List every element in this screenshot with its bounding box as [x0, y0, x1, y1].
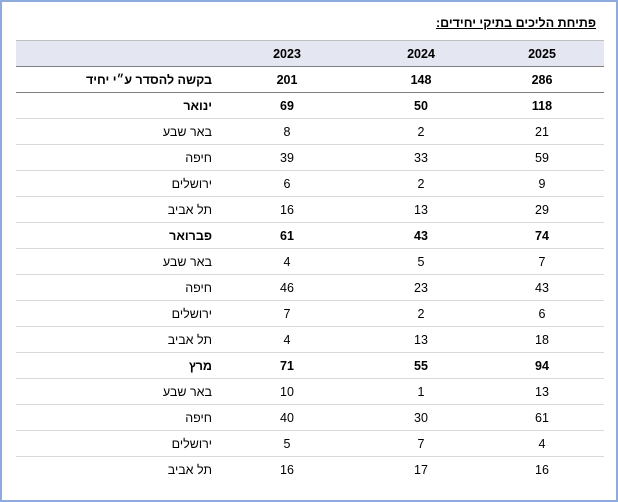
- cell-2025: 4: [480, 431, 604, 457]
- cell-2024: 7: [362, 431, 480, 457]
- table-row: [16, 67, 604, 93]
- cell-2024: 23: [362, 275, 480, 301]
- table-row: [16, 431, 604, 457]
- cell-label: ירושלים: [16, 301, 212, 327]
- cell-2023: 40: [212, 405, 362, 431]
- cell-label: באר שבע: [16, 249, 212, 275]
- cell-2024: 5: [362, 249, 480, 275]
- cell-2023: 16: [280, 462, 294, 477]
- cell-2025: 74: [480, 223, 604, 249]
- cell-2023: 71: [212, 353, 362, 379]
- cell-2025: 13: [480, 379, 604, 405]
- cell-2023: 16: [212, 197, 362, 223]
- cell-label: באר שבע: [16, 379, 212, 405]
- cell-2024: 1: [362, 379, 480, 405]
- table-header-row: [16, 41, 604, 67]
- table-row: [16, 171, 604, 197]
- cell-2024: 2: [362, 301, 480, 327]
- page-title: פתיחת הליכים בתיקי יחידים:: [435, 16, 596, 30]
- cell-2025: 59: [480, 145, 604, 171]
- cell-2024: 13: [362, 327, 480, 353]
- table-row: [16, 197, 604, 223]
- column-header-2024: 2024: [362, 41, 480, 67]
- table-row: [16, 405, 604, 431]
- cell-2025: 9: [480, 171, 604, 197]
- cell-2024: 55: [362, 353, 480, 379]
- cell-2025: 18: [480, 327, 604, 353]
- cell-2023: 4: [212, 249, 362, 275]
- cell-label: חיפה: [16, 405, 212, 431]
- table-row: [16, 145, 604, 171]
- table-row: [16, 275, 604, 301]
- cell-label: תל אביב: [167, 462, 212, 477]
- cell-label: ירושלים: [16, 171, 212, 197]
- cell-label: ינואר: [16, 93, 212, 119]
- cell-2025: 16: [535, 462, 549, 477]
- table-row: [16, 93, 604, 119]
- cell-2023: 7: [212, 301, 362, 327]
- table-row: [16, 353, 604, 379]
- column-header-label: [16, 41, 212, 67]
- cell-2024: 17: [414, 462, 428, 477]
- cell-2025: 29: [480, 197, 604, 223]
- cell-2024: 33: [362, 145, 480, 171]
- cell-2023: 4: [212, 327, 362, 353]
- table-row: [16, 327, 604, 353]
- cell-2023: 201: [212, 67, 362, 93]
- proceedings-table: [16, 40, 604, 482]
- cell-2023: 46: [212, 275, 362, 301]
- table-body: [16, 67, 604, 483]
- cell-2025: 21: [480, 119, 604, 145]
- cell-2025: 43: [480, 275, 604, 301]
- cell-2025: 6: [480, 301, 604, 327]
- cell-2023: 6: [212, 171, 362, 197]
- table-row: [16, 301, 604, 327]
- cell-2023: 39: [212, 145, 362, 171]
- table-row: [16, 223, 604, 249]
- cell-label: חיפה: [16, 275, 212, 301]
- cell-2025: 94: [480, 353, 604, 379]
- cell-2023: 8: [212, 119, 362, 145]
- cell-label: תל אביב: [16, 327, 212, 353]
- table-row: [16, 379, 604, 405]
- cell-2025: 7: [480, 249, 604, 275]
- cell-2024: 50: [362, 93, 480, 119]
- cell-label: באר שבע: [16, 119, 212, 145]
- cell-2025: 286: [480, 67, 604, 93]
- cell-label: ירושלים: [16, 431, 212, 457]
- cell-2023: 69: [212, 93, 362, 119]
- column-header-2025: 2025: [480, 41, 604, 67]
- cell-2024: 2: [362, 171, 480, 197]
- cell-2024: 13: [362, 197, 480, 223]
- cell-2025: 118: [480, 93, 604, 119]
- table-header: [16, 41, 604, 67]
- cell-2023: 5: [212, 431, 362, 457]
- title-row: [16, 14, 602, 40]
- cell-2024: 30: [362, 405, 480, 431]
- cell-2024: 43: [362, 223, 480, 249]
- cell-2024: 148: [362, 67, 480, 93]
- cell-2023: 61: [212, 223, 362, 249]
- table-row: [16, 119, 604, 145]
- cell-label: מרץ: [16, 353, 212, 379]
- cell-label: בקשה להסדר ע״י יחיד: [16, 67, 212, 93]
- cell-label: חיפה: [16, 145, 212, 171]
- cell-2025: 61: [480, 405, 604, 431]
- column-header-2023: 2023: [212, 41, 362, 67]
- cell-label: תל אביב: [16, 197, 212, 223]
- cell-2024: 2: [362, 119, 480, 145]
- cell-2023: 10: [212, 379, 362, 405]
- cell-label: פברואר: [16, 223, 212, 249]
- table-row: [16, 249, 604, 275]
- table-row: [16, 457, 604, 483]
